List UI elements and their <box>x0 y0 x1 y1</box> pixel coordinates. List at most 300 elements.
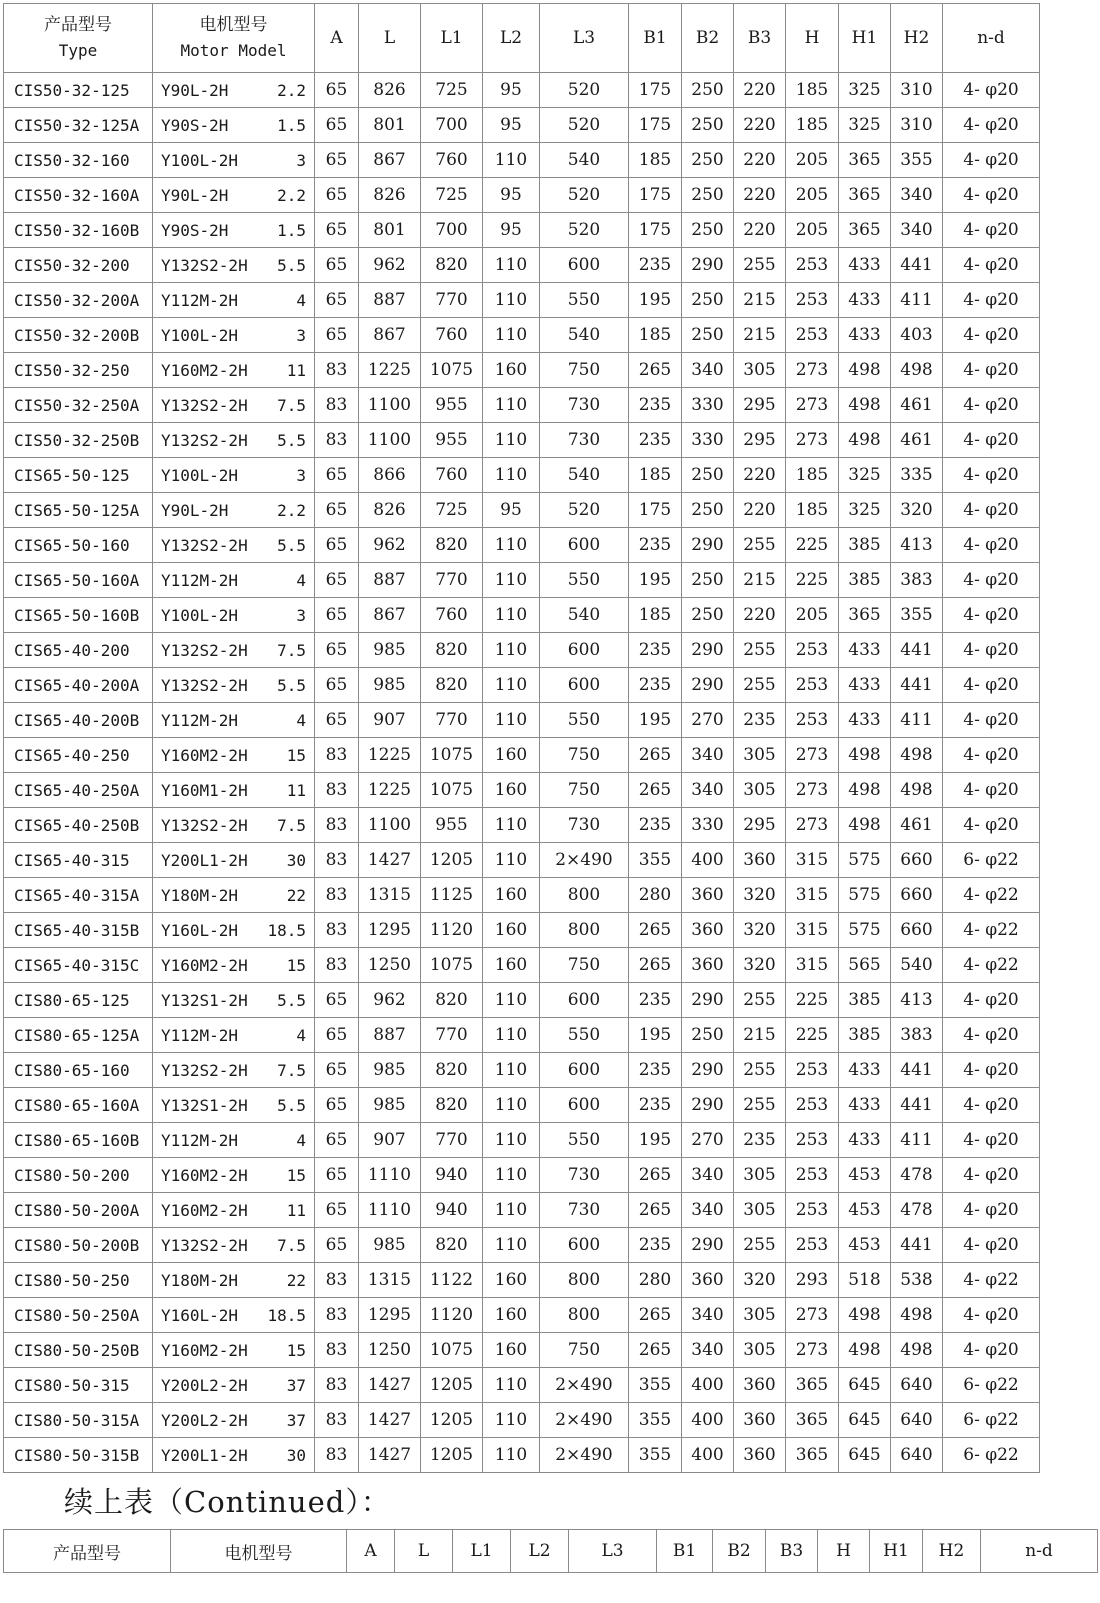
table-body <box>4 73 1040 1473</box>
header-col-a: A <box>315 4 359 73</box>
cell-type: CIS50-32-160A <box>4 178 153 213</box>
motor-model: Y160M2-2H <box>161 1340 248 1360</box>
cell-l: 1225 <box>359 738 421 773</box>
cell-a: 65 <box>315 493 359 528</box>
cell-l3: 540 <box>540 458 629 493</box>
cell-b3: 220 <box>734 213 786 248</box>
cell-b1: 265 <box>629 1298 682 1333</box>
cell-nd: 4- φ20 <box>943 983 1040 1018</box>
cell-h1: 325 <box>839 108 891 143</box>
cell-l: 1100 <box>359 423 421 458</box>
cell-b1: 265 <box>629 913 682 948</box>
motor-power: 1.5 <box>277 220 306 240</box>
cell-l1: 1125 <box>421 878 483 913</box>
cell-h2: 310 <box>891 73 943 108</box>
cell-a: 83 <box>315 353 359 388</box>
cell-b3: 255 <box>734 248 786 283</box>
cell-h: 185 <box>786 73 839 108</box>
cell-h2: 355 <box>891 143 943 178</box>
cell-b1: 195 <box>629 1123 682 1158</box>
cell-l: 867 <box>359 143 421 178</box>
cell-l1: 725 <box>421 493 483 528</box>
cell-l1: 1075 <box>421 353 483 388</box>
cell-b2: 340 <box>682 1158 734 1193</box>
continued-header-col-h2: H2 <box>923 1530 981 1573</box>
cell-l: 1295 <box>359 1298 421 1333</box>
motor-power: 5.5 <box>277 255 306 275</box>
cell-l2: 110 <box>483 1053 540 1088</box>
cell-a: 65 <box>315 213 359 248</box>
cell-b1: 185 <box>629 598 682 633</box>
motor-model: Y132S2-2H <box>161 675 248 695</box>
cell-type: CIS65-40-250 <box>4 738 153 773</box>
cell-b3: 255 <box>734 528 786 563</box>
cell-l1: 940 <box>421 1193 483 1228</box>
motor-power: 5.5 <box>277 675 306 695</box>
cell-b3: 305 <box>734 1333 786 1368</box>
cell-l1: 1075 <box>421 1333 483 1368</box>
cell-l2: 110 <box>483 283 540 318</box>
cell-b1: 355 <box>629 1403 682 1438</box>
cell-a: 83 <box>315 1368 359 1403</box>
motor-power: 4 <box>296 570 306 590</box>
cell-h2: 640 <box>891 1368 943 1403</box>
table-row <box>4 1298 1040 1333</box>
cell-l3: 730 <box>540 423 629 458</box>
cell-h2: 498 <box>891 1298 943 1333</box>
motor-power: 5.5 <box>277 535 306 555</box>
cell-motor <box>153 283 315 318</box>
cell-l2: 110 <box>483 598 540 633</box>
cell-h1: 498 <box>839 773 891 808</box>
cell-l1: 820 <box>421 1228 483 1263</box>
cell-b1: 265 <box>629 1158 682 1193</box>
cell-l3: 730 <box>540 388 629 423</box>
cell-l: 1427 <box>359 843 421 878</box>
cell-l2: 95 <box>483 213 540 248</box>
cell-b2: 250 <box>682 1018 734 1053</box>
cell-l2: 110 <box>483 563 540 598</box>
cell-type: CIS65-40-315 <box>4 843 153 878</box>
cell-l1: 820 <box>421 1088 483 1123</box>
cell-b3: 220 <box>734 598 786 633</box>
cell-b2: 360 <box>682 1263 734 1298</box>
cell-type: CIS80-50-250B <box>4 1333 153 1368</box>
cell-l3: 520 <box>540 108 629 143</box>
cell-l3: 520 <box>540 493 629 528</box>
cell-type: CIS50-32-200B <box>4 318 153 353</box>
header-motor <box>153 4 315 73</box>
motor-power: 15 <box>286 1340 306 1360</box>
cell-h2: 461 <box>891 423 943 458</box>
cell-motor <box>153 1368 315 1403</box>
cell-nd: 4- φ20 <box>943 1228 1040 1263</box>
cell-h: 273 <box>786 423 839 458</box>
table-row <box>4 1123 1040 1158</box>
cell-type: CIS80-50-315 <box>4 1368 153 1403</box>
cell-b3: 220 <box>734 178 786 213</box>
continued-header-col-h: H <box>818 1530 870 1573</box>
cell-h2: 403 <box>891 318 943 353</box>
cell-type: CIS50-32-125A <box>4 108 153 143</box>
cell-l: 826 <box>359 493 421 528</box>
cell-l1: 700 <box>421 108 483 143</box>
cell-h: 315 <box>786 913 839 948</box>
cell-type: CIS65-40-315C <box>4 948 153 983</box>
header-col-b1: B1 <box>629 4 682 73</box>
cell-h: 185 <box>786 458 839 493</box>
cell-h1: 385 <box>839 528 891 563</box>
motor-model: Y160M2-2H <box>161 1200 248 1220</box>
motor-model: Y132S2-2H <box>161 535 248 555</box>
cell-h1: 385 <box>839 983 891 1018</box>
table-row <box>4 248 1040 283</box>
cell-h2: 411 <box>891 1123 943 1158</box>
motor-model: Y200L1-2H <box>161 850 248 870</box>
motor-model: Y112M-2H <box>161 570 239 590</box>
cell-l1: 760 <box>421 598 483 633</box>
cell-motor <box>153 1123 315 1158</box>
cell-h: 185 <box>786 108 839 143</box>
header-col-l3: L3 <box>540 4 629 73</box>
motor-model: Y160L-2H <box>161 920 239 940</box>
cell-type: CIS80-65-160 <box>4 1053 153 1088</box>
cell-l: 907 <box>359 703 421 738</box>
cell-motor <box>153 1298 315 1333</box>
cell-h1: 365 <box>839 143 891 178</box>
cell-l1: 770 <box>421 1123 483 1158</box>
cell-l: 887 <box>359 563 421 598</box>
cell-l1: 820 <box>421 668 483 703</box>
cell-a: 83 <box>315 808 359 843</box>
cell-b2: 250 <box>682 178 734 213</box>
cell-b2: 360 <box>682 878 734 913</box>
motor-model: Y160L-2H <box>161 1305 239 1325</box>
cell-b2: 270 <box>682 703 734 738</box>
motor-power: 11 <box>286 780 306 800</box>
cell-motor <box>153 353 315 388</box>
cell-h: 273 <box>786 1333 839 1368</box>
cell-nd: 4- φ22 <box>943 913 1040 948</box>
cell-b3: 360 <box>734 1438 786 1473</box>
table-row <box>4 1053 1040 1088</box>
cell-nd: 6- φ22 <box>943 1403 1040 1438</box>
cell-nd: 4- φ20 <box>943 1298 1040 1333</box>
motor-power: 37 <box>286 1410 306 1430</box>
cell-h: 205 <box>786 178 839 213</box>
cell-l: 1250 <box>359 948 421 983</box>
table-row <box>4 633 1040 668</box>
cell-a: 65 <box>315 73 359 108</box>
cell-h: 253 <box>786 633 839 668</box>
cell-h1: 433 <box>839 1123 891 1158</box>
cell-motor <box>153 808 315 843</box>
cell-nd: 4- φ22 <box>943 948 1040 983</box>
cell-h1: 433 <box>839 283 891 318</box>
cell-b2: 250 <box>682 458 734 493</box>
cell-motor <box>153 948 315 983</box>
table-row <box>4 1018 1040 1053</box>
cell-l: 962 <box>359 983 421 1018</box>
cell-b2: 340 <box>682 738 734 773</box>
table-row <box>4 458 1040 493</box>
cell-h2: 478 <box>891 1193 943 1228</box>
cell-h1: 325 <box>839 73 891 108</box>
cell-h: 273 <box>786 773 839 808</box>
cell-h: 253 <box>786 1053 839 1088</box>
motor-power: 11 <box>286 360 306 380</box>
cell-h1: 498 <box>839 353 891 388</box>
cell-l2: 160 <box>483 1263 540 1298</box>
cell-h1: 498 <box>839 1333 891 1368</box>
cell-h: 225 <box>786 563 839 598</box>
cell-l2: 160 <box>483 878 540 913</box>
cell-h1: 325 <box>839 458 891 493</box>
cell-h2: 383 <box>891 563 943 598</box>
motor-model: Y160M2-2H <box>161 745 248 765</box>
cell-type: CIS65-40-250A <box>4 773 153 808</box>
cell-l3: 520 <box>540 73 629 108</box>
cell-b3: 215 <box>734 563 786 598</box>
motor-power: 11 <box>286 1200 306 1220</box>
cell-a: 83 <box>315 948 359 983</box>
cell-b1: 265 <box>629 353 682 388</box>
cell-b2: 290 <box>682 1053 734 1088</box>
cell-l3: 2×490 <box>540 1403 629 1438</box>
cell-a: 83 <box>315 388 359 423</box>
cell-l1: 1075 <box>421 738 483 773</box>
cell-b3: 360 <box>734 1403 786 1438</box>
cell-b3: 360 <box>734 843 786 878</box>
motor-model: Y90L-2H <box>161 185 229 205</box>
cell-b1: 175 <box>629 108 682 143</box>
cell-l: 801 <box>359 213 421 248</box>
cell-h1: 365 <box>839 213 891 248</box>
cell-h2: 498 <box>891 1333 943 1368</box>
cell-b2: 330 <box>682 808 734 843</box>
cell-a: 65 <box>315 1158 359 1193</box>
cell-l: 866 <box>359 458 421 493</box>
cell-a: 65 <box>315 1018 359 1053</box>
cell-b1: 235 <box>629 1053 682 1088</box>
header-col-b2: B2 <box>682 4 734 73</box>
cell-h: 205 <box>786 143 839 178</box>
cell-l: 1427 <box>359 1368 421 1403</box>
cell-b1: 235 <box>629 423 682 458</box>
cell-h2: 461 <box>891 388 943 423</box>
motor-model: Y200L2-2H <box>161 1375 248 1395</box>
cell-a: 83 <box>315 423 359 458</box>
cell-l3: 520 <box>540 213 629 248</box>
motor-model: Y160M2-2H <box>161 1165 248 1185</box>
cell-nd: 4- φ20 <box>943 73 1040 108</box>
cell-l3: 800 <box>540 1263 629 1298</box>
cell-nd: 4- φ20 <box>943 773 1040 808</box>
cell-nd: 4- φ20 <box>943 248 1040 283</box>
cell-motor <box>153 1228 315 1263</box>
continued-header-col-l: L <box>395 1530 453 1573</box>
motor-power: 7.5 <box>277 1235 306 1255</box>
cell-b3: 320 <box>734 913 786 948</box>
cell-type: CIS65-50-160B <box>4 598 153 633</box>
cell-b2: 250 <box>682 73 734 108</box>
cell-l3: 600 <box>540 983 629 1018</box>
cell-b2: 290 <box>682 248 734 283</box>
cell-motor <box>153 108 315 143</box>
cell-l: 887 <box>359 1018 421 1053</box>
cell-l3: 750 <box>540 948 629 983</box>
cell-motor <box>153 773 315 808</box>
cell-type: CIS65-40-315A <box>4 878 153 913</box>
cell-l: 1250 <box>359 1333 421 1368</box>
header-col-nd: n-d <box>943 4 1040 73</box>
cell-l: 1100 <box>359 808 421 843</box>
cell-b3: 255 <box>734 983 786 1018</box>
cell-l3: 550 <box>540 563 629 598</box>
cell-motor <box>153 703 315 738</box>
cell-b2: 290 <box>682 528 734 563</box>
header-col-l2: L2 <box>483 4 540 73</box>
table-row <box>4 143 1040 178</box>
cell-a: 65 <box>315 528 359 563</box>
cell-b1: 195 <box>629 283 682 318</box>
motor-power: 37 <box>286 1375 306 1395</box>
cell-l1: 700 <box>421 213 483 248</box>
cell-h: 315 <box>786 843 839 878</box>
cell-a: 65 <box>315 1123 359 1158</box>
cell-h2: 478 <box>891 1158 943 1193</box>
cell-l2: 110 <box>483 318 540 353</box>
header-type-zh: 产品型号 <box>44 15 112 35</box>
motor-model: Y90L-2H <box>161 80 229 100</box>
cell-b2: 290 <box>682 983 734 1018</box>
cell-b2: 340 <box>682 1333 734 1368</box>
cell-l2: 110 <box>483 1438 540 1473</box>
cell-l1: 725 <box>421 178 483 213</box>
cell-motor <box>153 458 315 493</box>
cell-b3: 320 <box>734 948 786 983</box>
cell-motor <box>153 563 315 598</box>
cell-l2: 110 <box>483 423 540 458</box>
cell-nd: 4- φ22 <box>943 878 1040 913</box>
cell-b3: 360 <box>734 1368 786 1403</box>
cell-type: CIS65-40-250B <box>4 808 153 843</box>
cell-type: CIS80-50-250 <box>4 1263 153 1298</box>
cell-b2: 290 <box>682 1088 734 1123</box>
cell-l: 962 <box>359 248 421 283</box>
cell-b3: 320 <box>734 878 786 913</box>
cell-l: 887 <box>359 283 421 318</box>
motor-model: Y200L1-2H <box>161 1445 248 1465</box>
cell-h1: 498 <box>839 388 891 423</box>
cell-type: CIS80-65-125 <box>4 983 153 1018</box>
cell-b3: 305 <box>734 773 786 808</box>
cell-motor <box>153 73 315 108</box>
cell-b3: 215 <box>734 318 786 353</box>
cell-motor <box>153 738 315 773</box>
cell-l: 867 <box>359 598 421 633</box>
motor-power: 15 <box>286 745 306 765</box>
cell-l3: 2×490 <box>540 1368 629 1403</box>
header-type-en: Type <box>58 41 98 60</box>
motor-power: 2.2 <box>277 500 306 520</box>
cell-h: 253 <box>786 318 839 353</box>
motor-model: Y160M2-2H <box>161 955 248 975</box>
motor-model: Y132S1-2H <box>161 990 248 1010</box>
cell-l3: 540 <box>540 143 629 178</box>
cell-l3: 540 <box>540 318 629 353</box>
cell-h: 225 <box>786 1018 839 1053</box>
cell-nd: 4- φ20 <box>943 1158 1040 1193</box>
cell-nd: 4- φ20 <box>943 213 1040 248</box>
table-row <box>4 283 1040 318</box>
table-row <box>4 1263 1040 1298</box>
cell-l3: 800 <box>540 913 629 948</box>
cell-b2: 250 <box>682 108 734 143</box>
cell-b2: 250 <box>682 493 734 528</box>
motor-model: Y132S1-2H <box>161 1095 248 1115</box>
cell-l: 985 <box>359 633 421 668</box>
cell-nd: 6- φ22 <box>943 843 1040 878</box>
cell-type: CIS80-50-250A <box>4 1298 153 1333</box>
cell-l3: 750 <box>540 353 629 388</box>
motor-model: Y180M-2H <box>161 1270 239 1290</box>
cell-l3: 2×490 <box>540 1438 629 1473</box>
cell-h2: 441 <box>891 1053 943 1088</box>
cell-motor <box>153 388 315 423</box>
cell-b3: 305 <box>734 1158 786 1193</box>
cell-h1: 433 <box>839 633 891 668</box>
cell-h2: 411 <box>891 283 943 318</box>
cell-h: 365 <box>786 1403 839 1438</box>
header-col-b3: B3 <box>734 4 786 73</box>
cell-l: 1315 <box>359 1263 421 1298</box>
header-motor-en: Motor Model <box>180 41 287 60</box>
cell-nd: 4- φ20 <box>943 1123 1040 1158</box>
cell-b1: 185 <box>629 318 682 353</box>
cell-b1: 235 <box>629 983 682 1018</box>
cell-l3: 600 <box>540 1088 629 1123</box>
cell-motor <box>153 423 315 458</box>
motor-power: 7.5 <box>277 1060 306 1080</box>
cell-motor <box>153 1018 315 1053</box>
cell-h2: 540 <box>891 948 943 983</box>
cell-l3: 520 <box>540 178 629 213</box>
motor-model: Y112M-2H <box>161 1025 239 1045</box>
cell-l2: 110 <box>483 983 540 1018</box>
cell-b3: 255 <box>734 1088 786 1123</box>
cell-l: 1110 <box>359 1158 421 1193</box>
cell-b3: 255 <box>734 633 786 668</box>
cell-nd: 4- φ20 <box>943 668 1040 703</box>
cell-h2: 498 <box>891 738 943 773</box>
table-row <box>4 808 1040 843</box>
motor-model: Y100L-2H <box>161 325 239 345</box>
cell-nd: 4- φ20 <box>943 283 1040 318</box>
header-row <box>4 4 1040 73</box>
table-row <box>4 598 1040 633</box>
table-row <box>4 983 1040 1018</box>
cell-l: 985 <box>359 668 421 703</box>
motor-power: 3 <box>296 465 306 485</box>
cell-b1: 355 <box>629 843 682 878</box>
cell-a: 83 <box>315 913 359 948</box>
table-row <box>4 213 1040 248</box>
cell-h: 253 <box>786 1228 839 1263</box>
cell-type: CIS50-32-250B <box>4 423 153 458</box>
motor-model: Y132S2-2H <box>161 815 248 835</box>
cell-nd: 4- φ20 <box>943 493 1040 528</box>
